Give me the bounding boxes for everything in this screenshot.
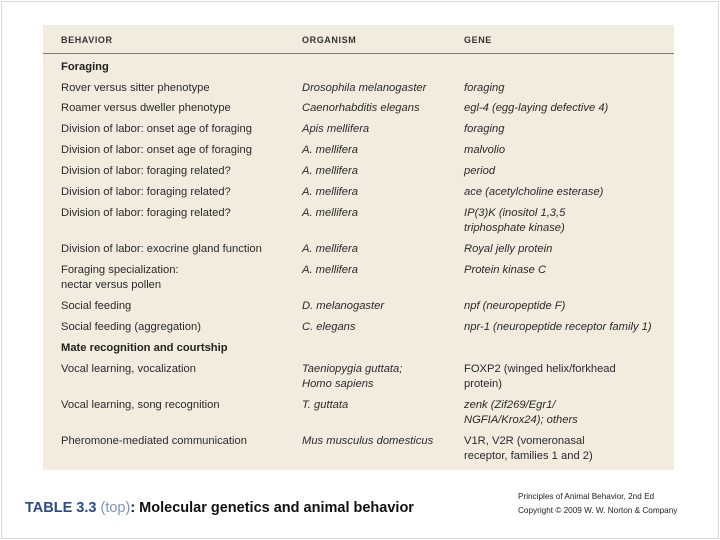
row-gene: Protein kinase C — [464, 264, 547, 276]
table-header-row — [43, 25, 674, 54]
row-organism: A. mellifera — [302, 243, 358, 255]
row-organism: Caenorhabditis elegans — [302, 102, 420, 114]
row-gene-line2: receptor, families 1 and 2) — [464, 450, 593, 462]
row-gene: period — [464, 165, 496, 177]
row-behavior: Division of labor: onset age of foraging — [61, 123, 252, 135]
header-behavior: BEHAVIOR — [61, 35, 113, 45]
row-gene: foraging — [464, 123, 505, 135]
row-behavior: Pheromone-mediated communication — [61, 435, 247, 447]
row-organism: T. guttata — [302, 399, 349, 411]
row-gene-line2: triphosphate kinase) — [464, 222, 565, 234]
row-gene-line2: protein) — [464, 378, 502, 390]
row-organism: A. mellifera — [302, 165, 358, 177]
row-gene: Royal jelly protein — [464, 243, 553, 255]
row-behavior: Social feeding — [61, 300, 132, 312]
row-behavior: Roamer versus dweller phenotype — [61, 102, 231, 114]
caption-table-number: TABLE 3.3 — [25, 500, 97, 516]
row-organism: A. mellifera — [302, 186, 358, 198]
row-gene: malvolio — [464, 144, 506, 156]
credit-copyright: Copyright © 2009 W. W. Norton & Company — [518, 506, 678, 515]
row-organism: D. melanogaster — [302, 300, 385, 312]
row-behavior: Division of labor: onset age of foraging — [61, 144, 252, 156]
header-organism: ORGANISM — [302, 35, 357, 45]
row-behavior-line1: Foraging specialization: — [61, 264, 179, 276]
table-panel — [43, 25, 674, 470]
row-organism: C. elegans — [302, 321, 356, 333]
row-gene: ace (acetylcholine esterase) — [464, 186, 604, 198]
row-behavior-line2: nectar versus pollen — [61, 279, 162, 291]
row-behavior: Division of labor: foraging related? — [61, 186, 231, 198]
row-behavior: Vocal learning, song recognition — [61, 399, 220, 411]
row-organism: A. mellifera — [302, 264, 358, 276]
row-behavior: Division of labor: exocrine gland function — [61, 243, 262, 255]
section-title-mate-recognition: Mate recognition and courtship — [61, 342, 228, 354]
row-behavior: Division of labor: foraging related? — [61, 207, 231, 219]
row-gene-line1: IP(3)K (inositol 1,3,5 — [464, 207, 566, 219]
row-gene-line1: V1R, V2R (vomeronasal — [464, 435, 585, 447]
row-gene: egl-4 (egg-laying defective 4) — [464, 102, 609, 114]
row-organism-line2: Homo sapiens — [302, 378, 374, 390]
credit-book-title: Principles of Animal Behavior, 2nd Ed — [518, 492, 655, 501]
row-behavior: Social feeding (aggregation) — [61, 321, 201, 333]
row-organism: Drosophila melanogaster — [302, 82, 427, 94]
row-gene-line1: FOXP2 (winged helix/forkhead — [464, 363, 616, 375]
row-gene-line1: zenk (Zif269/Egr1/ — [464, 399, 556, 411]
row-organism-line1: Taeniopygia guttata; — [302, 363, 403, 375]
row-gene: foraging — [464, 82, 505, 94]
section-title-foraging: Foraging — [61, 61, 109, 73]
caption-title: : Molecular genetics and animal behavior — [130, 500, 414, 516]
header-gene: GENE — [464, 35, 492, 45]
row-organism: Mus musculus domesticus — [302, 435, 434, 447]
row-gene-line2: NGFIA/Krox24); others — [464, 414, 578, 426]
row-gene: npr-1 (neuropeptide receptor family 1) — [464, 321, 652, 333]
row-behavior: Rover versus sitter phenotype — [61, 82, 210, 94]
row-organism: Apis mellifera — [302, 123, 370, 135]
slide-caption — [25, 500, 414, 516]
row-behavior: Vocal learning, vocalization — [61, 363, 196, 375]
caption-position: (top) — [100, 500, 131, 516]
row-organism: A. mellifera — [302, 144, 358, 156]
row-organism: A. mellifera — [302, 207, 358, 219]
row-behavior: Division of labor: foraging related? — [61, 165, 231, 177]
row-gene: npf (neuropeptide F) — [464, 300, 566, 312]
